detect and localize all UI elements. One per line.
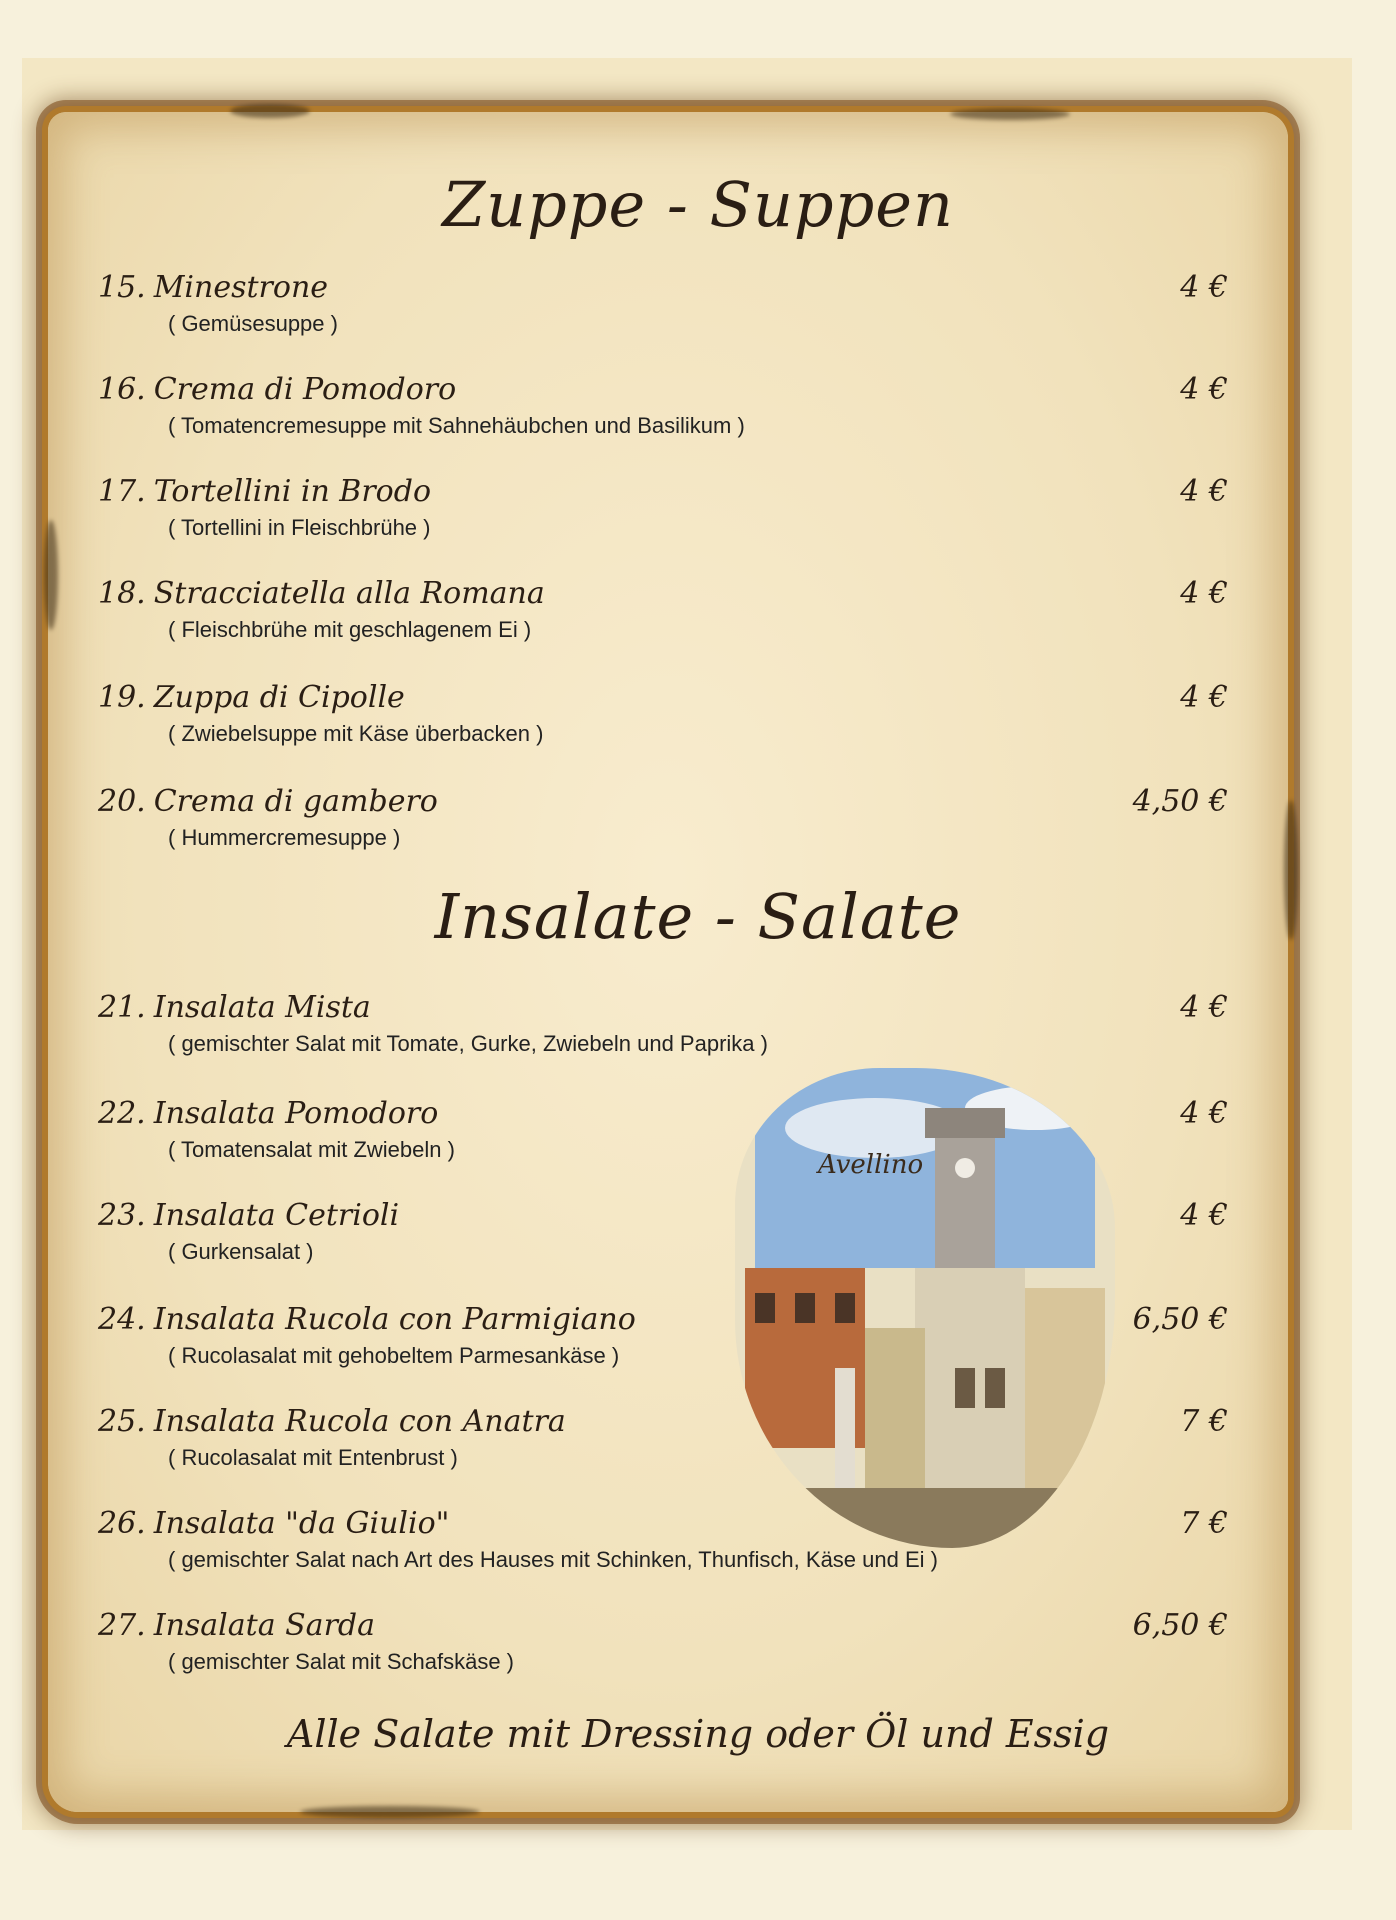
menu-item-title — [98, 990, 371, 1025]
menu-item-price: 7 € — [1180, 1506, 1228, 1541]
menu-item-row — [98, 680, 1238, 715]
menu-item-price: 7 € — [1180, 1404, 1228, 1439]
menu-item-name: Insalata Rucola con Anatra — [153, 1404, 566, 1439]
menu-item-description: ( Rucolasalat mit Entenbrust ) — [168, 1445, 458, 1470]
menu-item-title — [98, 1404, 566, 1439]
menu-item-title — [98, 680, 405, 715]
menu-item-row — [98, 270, 1238, 305]
menu-item-title — [98, 576, 545, 611]
menu-item-price: 4 € — [1180, 1096, 1228, 1131]
menu-item-description: ( Tomatencremesuppe mit Sahnehäubchen und Basilikum ) — [168, 413, 745, 438]
menu-item-title — [98, 270, 328, 305]
menu-item-title — [98, 1506, 450, 1541]
menu-item-price: 6,50 € — [1132, 1302, 1228, 1337]
menu-item-price: 4,50 € — [1132, 784, 1228, 819]
menu-item-number: 25. — [98, 1404, 146, 1439]
menu-item-description: ( Hummercremesuppe ) — [168, 825, 401, 850]
menu-item-description: ( Tomatensalat mit Zwiebeln ) — [168, 1137, 455, 1162]
menu-item-price: 4 € — [1180, 576, 1228, 611]
menu-item-name: Zuppa di Cipolle — [153, 680, 405, 715]
menu-item-price: 4 € — [1180, 1198, 1228, 1233]
menu-item-title — [98, 1096, 438, 1131]
menu-item-price: 6,50 € — [1132, 1608, 1228, 1643]
menu-item-number: 22. — [98, 1096, 146, 1131]
menu-item-name: Insalata Sarda — [153, 1608, 375, 1643]
town-illustration — [735, 1068, 1115, 1548]
menu-item-description: ( Rucolasalat mit gehobeltem Parmesankäse ) — [168, 1343, 620, 1368]
menu-item-row — [98, 1506, 1238, 1541]
menu-item-description: ( Gemüsesuppe ) — [168, 311, 338, 336]
menu-item-description: ( gemischter Salat mit Schafskäse ) — [168, 1649, 515, 1674]
menu-item-price: 4 € — [1180, 990, 1228, 1025]
menu-item-number: 20. — [98, 784, 146, 819]
menu-item-name: Insalata Cetrioli — [153, 1198, 400, 1233]
menu-item-number: 23. — [98, 1198, 146, 1233]
menu-item-row — [98, 474, 1238, 509]
menu-item-number: 18. — [98, 576, 146, 611]
menu-item-row — [98, 372, 1238, 407]
menu-item-price: 4 € — [1180, 372, 1228, 407]
menu-item-name: Insalata "da Giulio" — [153, 1506, 450, 1541]
menu-item-number: 19. — [98, 680, 146, 715]
menu-item — [98, 784, 1238, 851]
menu-item — [98, 990, 1238, 1057]
menu-item-title — [98, 1302, 636, 1337]
menu-item-description: ( Zwiebelsuppe mit Käse überbacken ) — [168, 721, 544, 746]
menu-item-row — [98, 576, 1238, 611]
menu-item-number: 24. — [98, 1302, 146, 1337]
menu-item-name: Stracciatella alla Romana — [153, 576, 545, 611]
footer-note: Alle Salate mit Dressing oder Öl und Essig — [286, 1712, 1110, 1756]
menu-item-price: 4 € — [1180, 474, 1228, 509]
soups-title: Zuppe - Suppen — [442, 168, 954, 241]
menu-item-name: Insalata Pomodoro — [153, 1096, 439, 1131]
menu-item — [98, 1608, 1238, 1675]
menu-item-row — [98, 1608, 1238, 1643]
menu-item-number: 21. — [98, 990, 146, 1025]
menu-item-number: 15. — [98, 270, 146, 305]
menu-item-name: Minestrone — [153, 270, 329, 305]
menu-item-title — [98, 784, 438, 819]
menu-item — [98, 1506, 1238, 1573]
avellino-photo — [735, 1068, 1115, 1548]
menu-item-title — [98, 1608, 375, 1643]
menu-item-description: ( gemischter Salat mit Tomate, Gurke, Zwiebeln und Paprika ) — [168, 1031, 768, 1056]
menu-item-description: ( Fleischbrühe mit geschlagenem Ei ) — [168, 617, 532, 642]
menu-item-name: Tortellini in Brodo — [153, 474, 432, 509]
menu-item — [98, 680, 1238, 747]
menu-item-row — [98, 990, 1238, 1025]
menu-item-title — [98, 1198, 399, 1233]
menu-item-description: ( Gurkensalat ) — [168, 1239, 314, 1264]
menu-item-name: Crema di Pomodoro — [153, 372, 457, 407]
menu-item-title — [98, 474, 431, 509]
menu-item-name: Crema di gambero — [153, 784, 438, 819]
menu-item-title — [98, 372, 456, 407]
menu-item-price: 4 € — [1180, 680, 1228, 715]
menu-item-name: Insalata Rucola con Parmigiano — [153, 1302, 636, 1337]
menu-item-price: 4 € — [1180, 270, 1228, 305]
menu-item-name: Insalata Mista — [153, 990, 371, 1025]
menu-item-number: 17. — [98, 474, 146, 509]
menu-item — [98, 372, 1238, 439]
menu-item-row — [98, 784, 1238, 819]
menu-item — [98, 270, 1238, 337]
menu-item-description: ( Tortellini in Fleischbrühe ) — [168, 515, 431, 540]
menu-item-number: 26. — [98, 1506, 146, 1541]
menu-item-number: 16. — [98, 372, 146, 407]
salads-title: Insalate - Salate — [434, 880, 962, 953]
menu-item-description: ( gemischter Salat nach Art des Hauses mit Schinken, Thunfisch, Käse und Ei ) — [168, 1547, 938, 1572]
menu-item-number: 27. — [98, 1608, 146, 1643]
menu-item — [98, 576, 1238, 643]
menu-item — [98, 474, 1238, 541]
photo-caption: Avellino — [818, 1150, 924, 1180]
